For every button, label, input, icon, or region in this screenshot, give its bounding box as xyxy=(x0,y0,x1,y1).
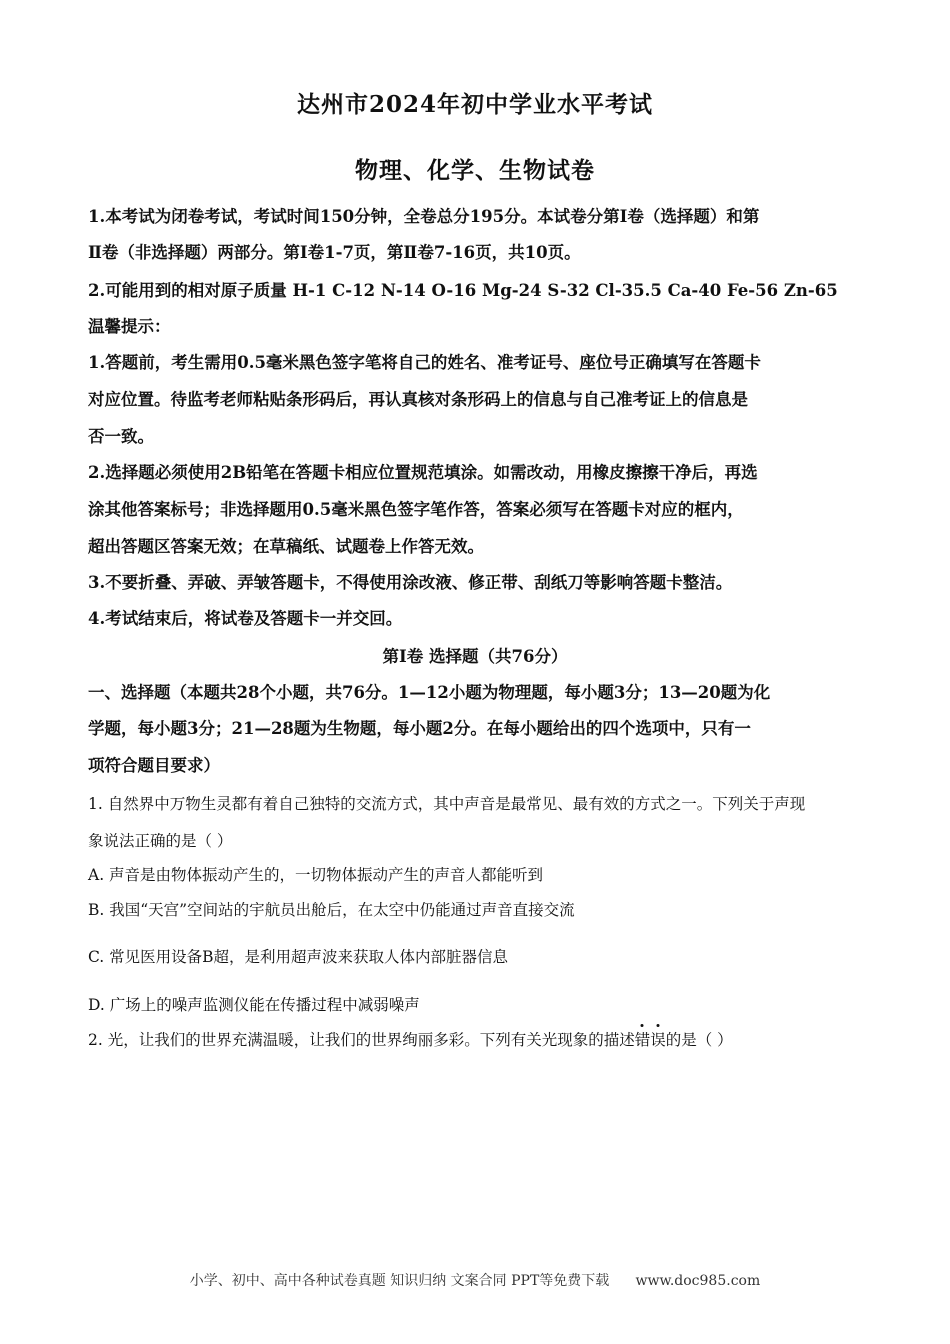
question-2-stem-after: 的是（ ） xyxy=(665,1031,733,1049)
question-1-option-d: D. 广场上的噪声监测仪能在传播过程中减弱噪声 xyxy=(88,996,420,1014)
instruction-1-line-1: 1.本考试为闭卷考试，考试时间150分钟，全卷总分195分。本试卷分第Ⅰ卷（选择题）和第 xyxy=(88,207,760,226)
question-2-emphasis-char-1: 错 xyxy=(634,1031,651,1049)
part-1-instructions-line-1: 一、选择题（本题共28个小题，共76分。1—12小题为物理题，每小题3分；13—20题为化 xyxy=(88,683,771,702)
tip-3: 3.不要折叠、弄破、弄皱答题卡，不得使用涂改液、修正带、刮纸刀等影响答题卡整洁。 xyxy=(88,573,733,592)
tip-4: 4.考试结束后，将试卷及答题卡一并交回。 xyxy=(88,609,403,628)
question-1-stem-line-2: 象说法正确的是（ ） xyxy=(88,832,233,850)
exam-subtitle: 物理、化学、生物试卷 xyxy=(355,157,595,184)
instruction-1-line-2: Ⅱ卷（非选择题）两部分。第Ⅰ卷1-7页，第Ⅱ卷7-16页，共10页。 xyxy=(88,243,581,262)
tip-2-line-1: 2.选择题必须使用2B铅笔在答题卡相应位置规范填涂。如需改动，用橡皮擦擦干净后，再选 xyxy=(88,463,758,482)
tip-1-line-2: 对应位置。待监考老师粘贴条形码后，再认真核对条形码上的信息与自己准考证上的信息是 xyxy=(88,390,748,409)
footer-url[interactable]: www.doc985.com xyxy=(635,1273,761,1289)
tip-2-line-2: 涂其他答案标号；非选择题用0.5毫米黑色签字笔作答，答案必须写在答题卡对应的框内， xyxy=(88,500,744,519)
section-heading: 第Ⅰ卷 选择题（共76分） xyxy=(382,647,568,666)
question-1-option-c: C. 常见医用设备B超，是利用超声波来获取人体内部脏器信息 xyxy=(88,948,509,966)
question-2-stem xyxy=(88,1029,868,1051)
exam-title: 达州市2024年初中学业水平考试 xyxy=(296,91,653,118)
question-1-option-a: A. 声音是由物体振动产生的，一切物体振动产生的声音人都能听到 xyxy=(88,866,544,884)
question-1-option-b: B. 我国“天宫”空间站的宇航员出舱后，在太空中仍能通过声音直接交流 xyxy=(88,901,575,919)
instruction-2: 2.可能用到的相对原子质量 H-1 C-12 N-14 O-16 Mg-24 S-32 Cl-35.5 Ca-40 Fe-56 Zn-65 xyxy=(88,281,838,300)
tip-2-line-3: 超出答题区答案无效；在草稿纸、试题卷上作答无效。 xyxy=(88,537,484,556)
question-2-emphasis-char-2: 误 xyxy=(650,1031,666,1049)
part-1-instructions-line-2: 学题，每小题3分；21—28题为生物题，每小题2分。在每小题给出的四个选项中，只有一 xyxy=(88,719,751,738)
tip-1-line-1: 1.答题前，考生需用0.5毫米黑色签字笔将自己的姓名、准考证号、座位号正确填写在答题卡 xyxy=(88,353,761,372)
tips-heading: 温馨提示： xyxy=(88,317,171,336)
part-1-instructions-line-3: 项符合题目要求） xyxy=(88,756,220,775)
question-1-stem-line-1: 1. 自然界中万物生灵都有着自己独特的交流方式，其中声音是最常见、最有效的方式之一。下列关于声现 xyxy=(88,795,806,813)
question-2-stem-before: 2. 光，让我们的世界充满温暖，让我们的世界绚丽多彩。下列有关光现象的描述 xyxy=(88,1031,635,1049)
footer-text: 小学、初中、高中各种试卷真题 知识归纳 文案合同 PPT等免费下载 xyxy=(189,1273,610,1289)
tip-1-line-3: 否一致。 xyxy=(88,427,154,446)
page-footer xyxy=(0,1270,950,1290)
